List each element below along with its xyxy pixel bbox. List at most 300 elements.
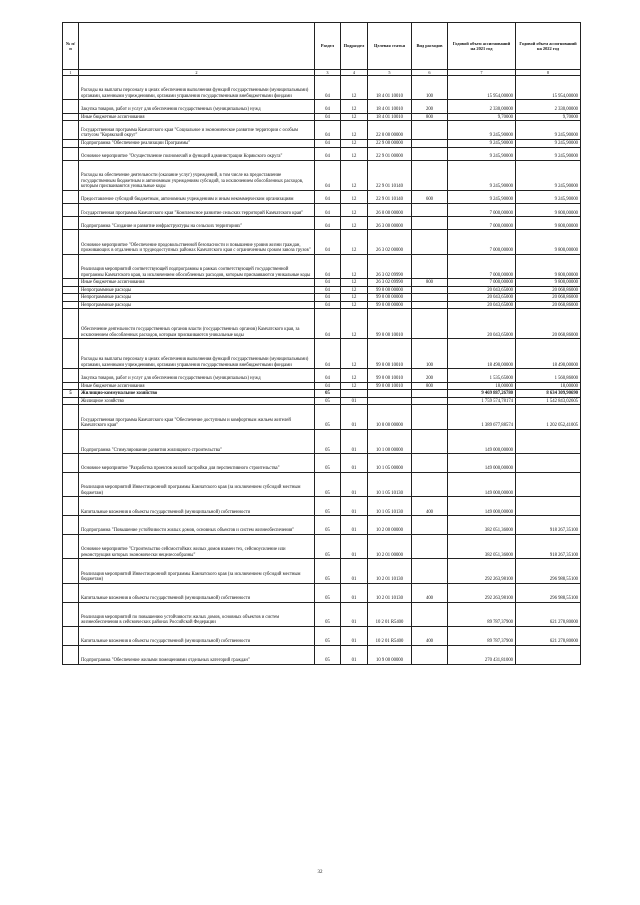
row-amount-2021: 7 000,00000 <box>448 254 516 278</box>
row-amount-2022: 20 068,86000 <box>516 309 581 339</box>
row-target-article: 22 9 00 00000 <box>368 139 412 147</box>
table-row <box>63 583 581 602</box>
row-amount-2021: 1 759 574,78174 <box>448 397 516 405</box>
header-podrazdel: Подраздел <box>341 23 368 70</box>
table-row <box>63 279 581 287</box>
row-amount-2022: 9,70000 <box>516 113 581 121</box>
row-number <box>63 516 79 535</box>
row-expense-type <box>412 645 448 664</box>
row-number <box>63 497 79 516</box>
row-name: Основное мероприятие "Обеспечение продовольственной безопасности и повышение уровня жизни граждан, проживающих в отдаленных и труднодоступных районах Камчатского края с ограниченным сроком завоза грузов" <box>79 230 315 254</box>
row-name: Капитальные вложения в объекты государственной (муниципальной) собственности <box>79 626 315 645</box>
row-target-article: 10 2 01 00000 <box>368 535 412 559</box>
row-number <box>63 230 79 254</box>
header-amount-2021: Годовой объем ассигнований на 2021 год <box>448 23 516 70</box>
row-amount-2021: 9 245,90000 <box>448 139 516 147</box>
row-expense-type: 400 <box>412 626 448 645</box>
row-razdel: 04 <box>315 230 341 254</box>
row-razdel: 05 <box>315 473 341 497</box>
row-number <box>63 339 79 369</box>
table-body <box>63 76 581 665</box>
header-num: № п/п <box>63 23 79 70</box>
row-amount-2022: 621 278,80000 <box>516 602 581 626</box>
row-podrazdel: 12 <box>341 100 368 113</box>
row-target-article: 10 1 00 00000 <box>368 429 412 453</box>
row-razdel: 04 <box>315 309 341 339</box>
row-amount-2021: 9 245,90000 <box>448 147 516 160</box>
row-podrazdel: 12 <box>341 217 368 230</box>
row-amount-2022 <box>516 454 581 473</box>
row-number <box>63 602 79 626</box>
row-podrazdel: 12 <box>341 121 368 140</box>
row-number <box>63 369 79 382</box>
row-amount-2021: 9 245,90000 <box>448 190 516 203</box>
row-number <box>63 254 79 278</box>
row-target-article: 99 0 00 00000 <box>368 286 412 294</box>
row-razdel: 05 <box>315 516 341 535</box>
row-target-article: 18 4 01 10010 <box>368 100 412 113</box>
row-number <box>63 382 79 390</box>
column-number: 3 <box>315 70 341 76</box>
budget-table <box>62 22 581 665</box>
table-row <box>63 645 581 664</box>
row-amount-2021: 292 263,98100 <box>448 583 516 602</box>
row-number <box>63 139 79 147</box>
row-razdel: 05 <box>315 602 341 626</box>
row-name: Иные бюджетные ассигнования <box>79 382 315 390</box>
row-amount-2022: 296 988,55100 <box>516 559 581 583</box>
row-amount-2021: 18 490,00000 <box>448 339 516 369</box>
row-number <box>63 645 79 664</box>
row-podrazdel: 12 <box>341 113 368 121</box>
row-podrazdel: 12 <box>341 294 368 302</box>
row-name: Государственная программа Камчатского края "Обеспечение доступным и комфортным жильем жителей Камчатского края" <box>79 405 315 429</box>
row-razdel: 05 <box>315 497 341 516</box>
row-razdel: 04 <box>315 190 341 203</box>
row-expense-type: 100 <box>412 339 448 369</box>
row-name: Расходы на обеспечение деятельности (оказание услуг) учреждений, в том числе на предоставление государственным бюджетным и автономным учреждениям субсидий, за исключением обособленных расходов, которым присваиваются уникальные коды <box>79 160 315 190</box>
row-expense-type <box>412 429 448 453</box>
row-target-article: 10 2 00 00000 <box>368 516 412 535</box>
column-number: 2 <box>79 70 315 76</box>
row-expense-type <box>412 516 448 535</box>
row-target-article: 10 1 05 00000 <box>368 454 412 473</box>
row-number <box>63 76 79 100</box>
row-target-article: 10 2 01 10130 <box>368 559 412 583</box>
row-expense-type: 800 <box>412 279 448 287</box>
row-target-article: 26 3 02 00000 <box>368 230 412 254</box>
column-number: 6 <box>412 70 448 76</box>
row-name: Основное мероприятие "Осуществление полномочий и функций администрации Корякского округа" <box>79 147 315 160</box>
row-amount-2022: 18 490,00000 <box>516 339 581 369</box>
table-row <box>63 382 581 390</box>
row-target-article: 10 9 00 00000 <box>368 645 412 664</box>
table-row <box>63 217 581 230</box>
row-podrazdel: 12 <box>341 139 368 147</box>
row-razdel: 04 <box>315 121 341 140</box>
row-podrazdel: 12 <box>341 230 368 254</box>
row-razdel: 04 <box>315 139 341 147</box>
row-amount-2021: 20 043,65000 <box>448 301 516 309</box>
table-row <box>63 309 581 339</box>
row-amount-2021: 7 000,00000 <box>448 279 516 287</box>
row-number <box>63 217 79 230</box>
row-podrazdel: 12 <box>341 203 368 216</box>
row-amount-2022: 8 634 309,90690 <box>516 390 581 398</box>
row-name: Непрограммные расходы <box>79 301 315 309</box>
row-name: Иные бюджетные ассигнования <box>79 113 315 121</box>
row-target-article: 99 0 00 10010 <box>368 382 412 390</box>
row-razdel: 04 <box>315 147 341 160</box>
row-amount-2022: 1 202 052,41005 <box>516 405 581 429</box>
row-name: Основное мероприятие "Строительство сейсмостойких жилых домов взамен тех, сейсмоусиление или реконструкция которых экономически нецелесообразны" <box>79 535 315 559</box>
row-name: Закупка товаров, работ и услуг для обеспечения государственных (муниципальных) нужд <box>79 100 315 113</box>
row-podrazdel: 12 <box>341 286 368 294</box>
column-number: 1 <box>63 70 79 76</box>
row-number <box>63 113 79 121</box>
row-expense-type <box>412 217 448 230</box>
row-amount-2022 <box>516 473 581 497</box>
row-expense-type: 100 <box>412 76 448 100</box>
row-name: Иные бюджетные ассигнования <box>79 279 315 287</box>
page-number: 32 <box>317 870 323 875</box>
row-name: Предоставление субсидий бюджетным, автономным учреждениям и иным некоммерческим организациям <box>79 190 315 203</box>
row-expense-type: 200 <box>412 369 448 382</box>
row-amount-2022: 15 954,00000 <box>516 76 581 100</box>
row-amount-2022: 20 068,86000 <box>516 286 581 294</box>
row-podrazdel: 01 <box>341 454 368 473</box>
row-amount-2022: 9 800,00000 <box>516 203 581 216</box>
row-expense-type <box>412 301 448 309</box>
table-row <box>63 390 581 398</box>
row-amount-2021: 9 469 887,26780 <box>448 390 516 398</box>
row-razdel: 04 <box>315 279 341 287</box>
row-amount-2021: 9,70000 <box>448 113 516 121</box>
row-amount-2021: 15 954,00000 <box>448 76 516 100</box>
row-razdel: 04 <box>315 100 341 113</box>
table-row <box>63 254 581 278</box>
table-row <box>63 429 581 453</box>
row-name: Государственная программа Камчатского края "Комплексное развитие сельских территорий Камчатского края" <box>79 203 315 216</box>
row-name: Основное мероприятие "Разработка проектов жилой застройки для перспективного строительства" <box>79 454 315 473</box>
row-number <box>63 583 79 602</box>
row-target-article <box>368 390 412 398</box>
row-number <box>63 121 79 140</box>
row-amount-2022: 1 542 843,02605 <box>516 397 581 405</box>
row-amount-2021: 1 535,65000 <box>448 369 516 382</box>
row-podrazdel: 12 <box>341 147 368 160</box>
row-expense-type <box>412 602 448 626</box>
row-expense-type: 600 <box>412 190 448 203</box>
row-amount-2022: 296 988,55100 <box>516 583 581 602</box>
row-expense-type <box>412 397 448 405</box>
row-target-article: 10 2 01 R5400 <box>368 602 412 626</box>
row-expense-type <box>412 121 448 140</box>
row-number <box>63 160 79 190</box>
row-target-article: 22 9 01 10140 <box>368 190 412 203</box>
row-expense-type <box>412 160 448 190</box>
row-name: Государственная программа Камчатского края "Социальное и экономическое развитие территории с особым статусом "Корякский округ" <box>79 121 315 140</box>
column-number: 8 <box>516 70 581 76</box>
table-row <box>63 626 581 645</box>
row-amount-2022: 9 245,90000 <box>516 147 581 160</box>
table-row <box>63 160 581 190</box>
row-number <box>63 286 79 294</box>
row-razdel: 04 <box>315 294 341 302</box>
table-row <box>63 76 581 100</box>
column-number: 7 <box>448 70 516 76</box>
row-number <box>63 309 79 339</box>
row-razdel: 04 <box>315 76 341 100</box>
row-expense-type: 400 <box>412 583 448 602</box>
row-amount-2021: 292 263,98100 <box>448 559 516 583</box>
row-amount-2022: 18,00000 <box>516 382 581 390</box>
row-podrazdel: 01 <box>341 473 368 497</box>
row-number <box>63 147 79 160</box>
row-expense-type <box>412 286 448 294</box>
row-target-article: 22 0 00 00000 <box>368 121 412 140</box>
row-amount-2022: 9 245,90000 <box>516 190 581 203</box>
row-target-article: 10 2 01 10130 <box>368 583 412 602</box>
row-podrazdel: 12 <box>341 190 368 203</box>
row-number <box>63 535 79 559</box>
row-expense-type <box>412 535 448 559</box>
table-row <box>63 230 581 254</box>
row-podrazdel: 12 <box>341 160 368 190</box>
table-row <box>63 497 581 516</box>
row-number <box>63 294 79 302</box>
row-name: Реализация мероприятий соответствующей подпрограммы в рамках соответствующей государственной программы Камчатского края, за исключением обособленных расходов, которым присваиваются уникальные коды <box>79 254 315 278</box>
row-razdel: 05 <box>315 454 341 473</box>
row-razdel: 05 <box>315 626 341 645</box>
row-podrazdel: 12 <box>341 339 368 369</box>
header-target-article: Целевая статья <box>368 23 412 70</box>
row-amount-2022 <box>516 645 581 664</box>
row-number <box>63 559 79 583</box>
row-target-article: 99 0 00 10010 <box>368 309 412 339</box>
row-podrazdel: 01 <box>341 559 368 583</box>
row-podrazdel: 01 <box>341 429 368 453</box>
row-razdel: 05 <box>315 397 341 405</box>
row-razdel: 05 <box>315 429 341 453</box>
row-podrazdel: 01 <box>341 602 368 626</box>
row-amount-2022: 20 068,86000 <box>516 294 581 302</box>
row-razdel: 05 <box>315 390 341 398</box>
row-amount-2022: 9 245,90000 <box>516 121 581 140</box>
row-podrazdel: 01 <box>341 516 368 535</box>
row-amount-2021: 382 051,36000 <box>448 516 516 535</box>
row-podrazdel: 12 <box>341 369 368 382</box>
row-amount-2022: 918 267,35100 <box>516 535 581 559</box>
row-razdel: 04 <box>315 254 341 278</box>
table-row <box>63 369 581 382</box>
row-name: Непрограммные расходы <box>79 286 315 294</box>
row-amount-2021: 20 043,65000 <box>448 294 516 302</box>
row-razdel: 05 <box>315 583 341 602</box>
row-expense-type <box>412 139 448 147</box>
row-podrazdel <box>341 390 368 398</box>
row-amount-2021: 89 787,37900 <box>448 602 516 626</box>
row-number <box>63 190 79 203</box>
row-number <box>63 405 79 429</box>
row-razdel: 04 <box>315 301 341 309</box>
table-row <box>63 559 581 583</box>
row-expense-type: 200 <box>412 100 448 113</box>
row-name: Непрограммные расходы <box>79 294 315 302</box>
row-target-article: 10 0 00 00000 <box>368 405 412 429</box>
table-row <box>63 535 581 559</box>
row-target-article: 26 3 02 09990 <box>368 279 412 287</box>
column-number: 4 <box>341 70 368 76</box>
header-name <box>79 23 315 70</box>
row-expense-type <box>412 230 448 254</box>
row-name: Подпрограмма "Обеспечение жилыми помещениями отдельных категорий граждан" <box>79 645 315 664</box>
row-target-article: 10 1 05 10130 <box>368 497 412 516</box>
table-row <box>63 301 581 309</box>
row-name: Подпрограмма "Обеспечение реализации Программы" <box>79 139 315 147</box>
row-target-article: 26 0 00 00000 <box>368 203 412 216</box>
row-razdel: 05 <box>315 535 341 559</box>
row-name: Подпрограмма "Создание и развитие инфраструктуры на сельских территориях" <box>79 217 315 230</box>
row-razdel: 05 <box>315 645 341 664</box>
row-amount-2022: 9 245,90000 <box>516 160 581 190</box>
row-expense-type: 800 <box>412 382 448 390</box>
row-expense-type <box>412 147 448 160</box>
row-name: Реализация мероприятий Инвестиционной программы Камчатского края (за исключением субсидий местным бюджетам) <box>79 473 315 497</box>
row-amount-2022: 9 800,00000 <box>516 217 581 230</box>
row-name: Расходы на выплаты персоналу в целях обеспечения выполнения функций государственными (муниципальными) органами, казенными учреждениями, органами управления государственными внебюджетными фондами <box>79 339 315 369</box>
row-amount-2022: 1 560,86000 <box>516 369 581 382</box>
row-number <box>63 100 79 113</box>
row-amount-2021: 18,00000 <box>448 382 516 390</box>
row-podrazdel: 01 <box>341 645 368 664</box>
row-amount-2022: 9 800,00000 <box>516 230 581 254</box>
row-expense-type <box>412 405 448 429</box>
row-podrazdel: 01 <box>341 405 368 429</box>
row-number <box>63 626 79 645</box>
row-podrazdel: 01 <box>341 535 368 559</box>
row-amount-2021: 1 389 677,88574 <box>448 405 516 429</box>
row-razdel: 04 <box>315 203 341 216</box>
row-expense-type <box>412 294 448 302</box>
header-razdel: Раздел <box>315 23 341 70</box>
table-row <box>63 203 581 216</box>
row-amount-2021: 270 431,81000 <box>448 645 516 664</box>
row-number <box>63 454 79 473</box>
table-row <box>63 454 581 473</box>
row-number <box>63 473 79 497</box>
row-razdel: 04 <box>315 286 341 294</box>
table-row <box>63 516 581 535</box>
row-amount-2021: 20 043,65000 <box>448 309 516 339</box>
table-row <box>63 339 581 369</box>
row-razdel: 05 <box>315 559 341 583</box>
table-row <box>63 100 581 113</box>
row-razdel: 04 <box>315 369 341 382</box>
header-expense-type: Вид расходов <box>412 23 448 70</box>
row-podrazdel: 12 <box>341 76 368 100</box>
row-name: Жилищное хозяйство <box>79 397 315 405</box>
row-name: Обеспечение деятельности государственных органов власти (государственных органов) Камчатского края, за исключением обособленных расходов, которым присваиваются уникальные коды <box>79 309 315 339</box>
row-name: Расходы на выплаты персоналу в целях обеспечения выполнения функций государственными (муниципальными) органами, казенными учреждениями, органами управления государственными внебюджетными фондами <box>79 76 315 100</box>
row-razdel: 04 <box>315 339 341 369</box>
row-razdel: 04 <box>315 160 341 190</box>
row-number <box>63 203 79 216</box>
row-podrazdel: 12 <box>341 309 368 339</box>
row-podrazdel: 01 <box>341 497 368 516</box>
row-target-article: 18 4 01 10010 <box>368 76 412 100</box>
row-expense-type <box>412 390 448 398</box>
row-podrazdel: 12 <box>341 279 368 287</box>
row-target-article: 22 9 01 10140 <box>368 160 412 190</box>
row-podrazdel: 01 <box>341 397 368 405</box>
row-amount-2022: 918 267,35100 <box>516 516 581 535</box>
row-amount-2021: 7 000,00000 <box>448 203 516 216</box>
row-name: Капитальные вложения в объекты государственной (муниципальной) собственности <box>79 583 315 602</box>
row-target-article: 26 3 00 00000 <box>368 217 412 230</box>
row-number <box>63 279 79 287</box>
row-number <box>63 301 79 309</box>
column-number: 5 <box>368 70 412 76</box>
row-razdel: 05 <box>315 405 341 429</box>
row-amount-2021: 7 000,00000 <box>448 217 516 230</box>
row-expense-type <box>412 559 448 583</box>
row-amount-2021: 149 000,00000 <box>448 497 516 516</box>
row-number <box>63 429 79 453</box>
row-razdel: 04 <box>315 113 341 121</box>
row-amount-2022: 2 330,00000 <box>516 100 581 113</box>
row-podrazdel: 01 <box>341 626 368 645</box>
row-target-article: 99 0 00 00000 <box>368 301 412 309</box>
table-row <box>63 147 581 160</box>
row-amount-2021: 2 330,00000 <box>448 100 516 113</box>
row-expense-type <box>412 309 448 339</box>
row-amount-2021: 149 000,00000 <box>448 429 516 453</box>
row-amount-2022: 9 800,00000 <box>516 254 581 278</box>
row-amount-2021: 20 043,65000 <box>448 286 516 294</box>
row-expense-type <box>412 473 448 497</box>
table-row <box>63 473 581 497</box>
row-amount-2022: 9 800,00000 <box>516 279 581 287</box>
row-amount-2021: 149 000,00000 <box>448 454 516 473</box>
table-row <box>63 602 581 626</box>
row-name: Капитальные вложения в объекты государственной (муниципальной) собственности <box>79 497 315 516</box>
row-amount-2021: 149 000,00000 <box>448 473 516 497</box>
row-amount-2022: 9 245,90000 <box>516 139 581 147</box>
row-expense-type <box>412 254 448 278</box>
row-target-article: 26 3 02 09990 <box>368 254 412 278</box>
table-row <box>63 294 581 302</box>
row-target-article: 22 9 01 00000 <box>368 147 412 160</box>
table-row <box>63 139 581 147</box>
table-row <box>63 190 581 203</box>
row-amount-2021: 89 787,37900 <box>448 626 516 645</box>
row-target-article: 18 4 01 10010 <box>368 113 412 121</box>
row-name: Подпрограмма "Стимулирование развития жилищного строительства" <box>79 429 315 453</box>
row-target-article <box>368 397 412 405</box>
row-amount-2022: 20 068,86000 <box>516 301 581 309</box>
row-target-article: 99 0 00 10010 <box>368 369 412 382</box>
row-expense-type: 800 <box>412 113 448 121</box>
row-amount-2022 <box>516 429 581 453</box>
row-amount-2021: 7 000,00000 <box>448 230 516 254</box>
row-podrazdel: 12 <box>341 382 368 390</box>
table-row <box>63 405 581 429</box>
row-name: Реализация мероприятий Инвестиционной программы Камчатского края (за исключением субсидий местным бюджетам) <box>79 559 315 583</box>
row-amount-2021: 9 245,90000 <box>448 160 516 190</box>
row-amount-2021: 382 051,36000 <box>448 535 516 559</box>
row-target-article: 10 2 01 R5400 <box>368 626 412 645</box>
